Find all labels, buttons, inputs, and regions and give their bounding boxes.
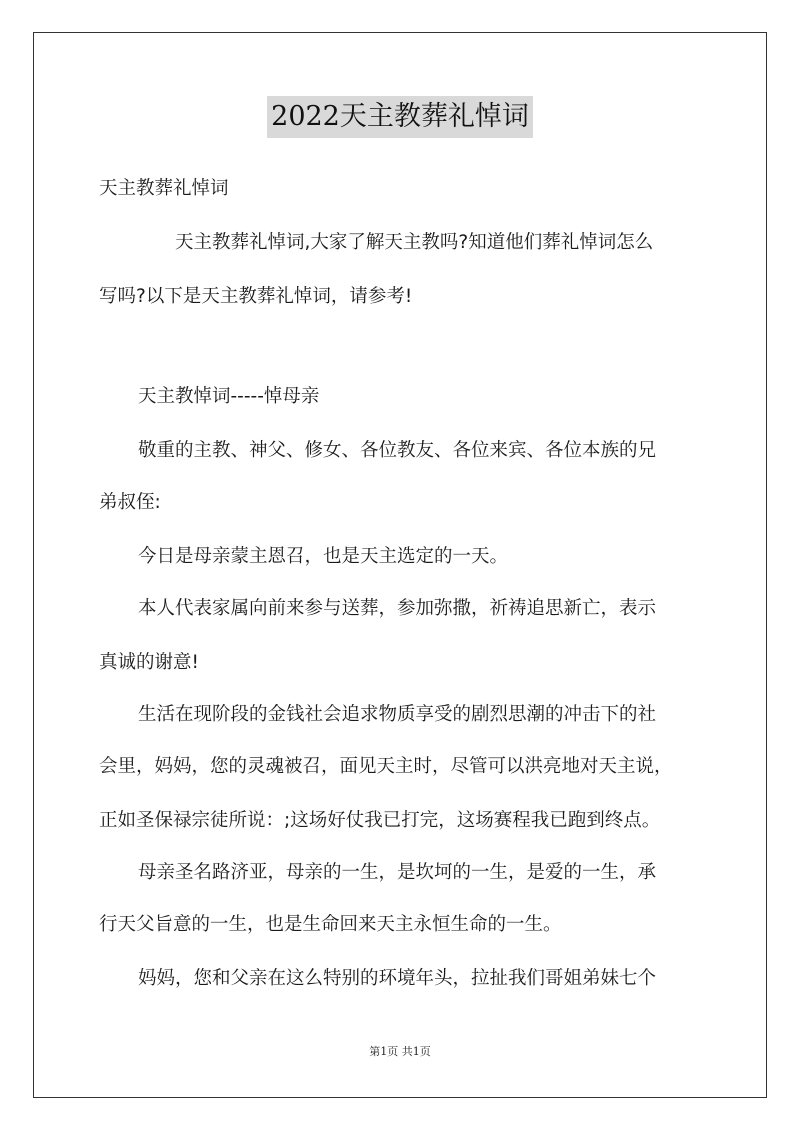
paragraph-3-line-2: 真诚的谢意! [99, 652, 199, 673]
page-footer: 第1页 共1页 [369, 1045, 431, 1058]
paragraph-4-line-3: 正如圣保禄宗徒所说：;这场好仗我已打完，这场赛程我已跑到终点。 [99, 810, 661, 831]
paragraph-2-line-1: 今日是母亲蒙主恩召，也是天主选定的一天。 [138, 546, 509, 567]
paragraph-3-line-1: 本人代表家属向前来参与送葬，参加弥撒，祈祷追思新亡，表示 [138, 598, 657, 619]
intro-line-2: 写吗?以下是天主教葬礼悼词，请参考! [99, 286, 413, 307]
intro-line-1: 天主教葬礼悼词,大家了解天主教吗?知道他们葬礼悼词怎么 [175, 232, 654, 253]
paragraph-6-line-1: 妈妈，您和父亲在这么特别的环境年头，拉扯我们哥姐弟妹七个 [138, 968, 657, 989]
section-heading: 天主教悼词-----悼母亲 [138, 386, 320, 407]
paragraph-4-line-2: 会里，妈妈，您的灵魂被召，面见天主时，尽管可以洪亮地对天主说， [99, 756, 673, 777]
paragraph-5-line-1: 母亲圣名路济亚，母亲的一生，是坎坷的一生，是爱的一生，承 [138, 862, 657, 883]
paragraph-1-line-2: 弟叔侄: [99, 492, 161, 513]
document-title-wrap [0, 96, 800, 138]
subtitle-line: 天主教葬礼悼词 [99, 178, 229, 199]
paragraph-5-line-2: 行天父旨意的一生，也是生命回来天主永恒生命的一生。 [99, 914, 562, 935]
paragraph-1-line-1: 敬重的主教、神父、修女、各位教友、各位来宾、各位本族的兄 [138, 440, 657, 461]
document-title: 2022天主教葬礼悼词 [267, 96, 533, 138]
paragraph-4-line-1: 生活在现阶段的金钱社会追求物质享受的剧烈思潮的冲击下的社 [138, 704, 657, 725]
